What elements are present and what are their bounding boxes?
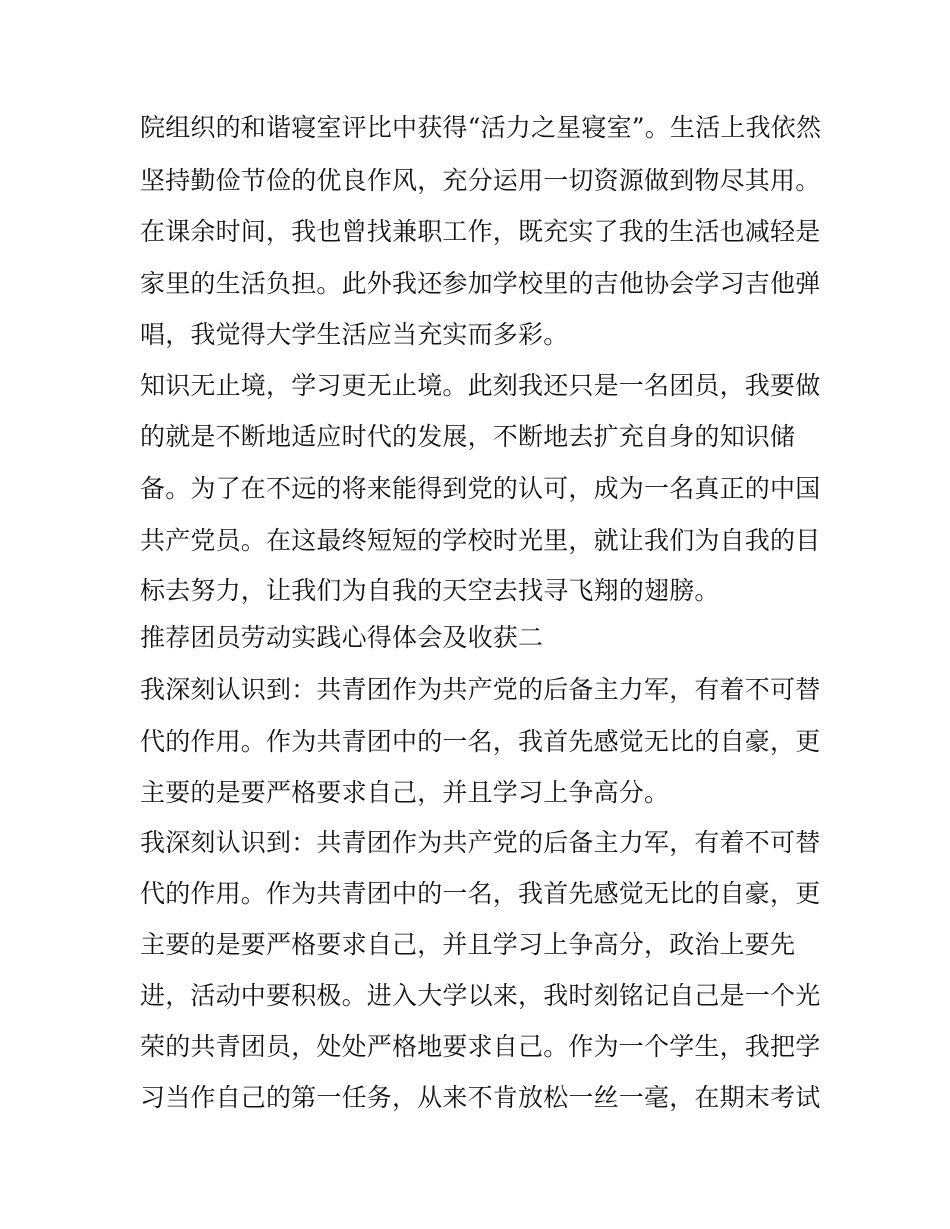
text-line: 代的作用。作为共青团中的一名，我首先感觉无比的自豪，更 (140, 727, 821, 756)
text-line: 荣的共青团员，处处严格地要求自己。作为一个学生，我把学 (140, 1032, 821, 1061)
text-line: 坚持勤俭节俭的优良作风，充分运用一切资源做到物尽其用。 (140, 166, 821, 195)
text-line: 知识无止境，学习更无止境。此刻我还只是一名团员，我要做 (140, 371, 821, 400)
text-line: 主要的是要严格要求自己，并且学习上争高分。 (140, 778, 670, 807)
text-line: 我深刻认识到：共青团作为共产党的后备主力军，有着不可替 (140, 675, 821, 704)
text-line: 习当作自己的第一任务，从来不肯放松一丝一毫，在期末考试 (140, 1083, 821, 1112)
text-line: 在课余时间，我也曾找兼职工作，既充实了我的生活也减轻是 (140, 217, 821, 246)
text-line: 我深刻认识到：共青团作为共产党的后备主力军，有着不可替 (140, 828, 821, 857)
text-line: 代的作用。作为共青团中的一名，我首先感觉无比的自豪，更 (140, 879, 821, 908)
section-heading: 推荐团员劳动实践心得体会及收获二 (140, 623, 544, 652)
text-line: 标去努力，让我们为自我的天空去找寻飞翔的翅膀。 (140, 576, 720, 605)
text-line: 共产党员。在这最终短短的学校时光里，就让我们为自我的目 (140, 526, 821, 555)
text-line: 备。为了在不远的将来能得到党的认可，成为一名真正的中国 (140, 474, 821, 503)
text-line: 唱，我觉得大学生活应当充实而多彩。 (140, 320, 569, 349)
text-line: 主要的是要严格要求自己，并且学习上争高分，政治上要先 (140, 930, 796, 959)
text-line: 家里的生活负担。此外我还参加学校里的吉他协会学习吉他弹 (140, 269, 821, 298)
text-line: 院组织的和谐寝室评比中获得“活力之星寝室”。生活上我依然 (140, 113, 822, 142)
text-line: 进，活动中要积极。进入大学以来，我时刻铭记自己是一个光 (140, 981, 821, 1010)
text-line: 的就是不断地适应时代的发展，不断地去扩充自身的知识储 (140, 422, 796, 451)
